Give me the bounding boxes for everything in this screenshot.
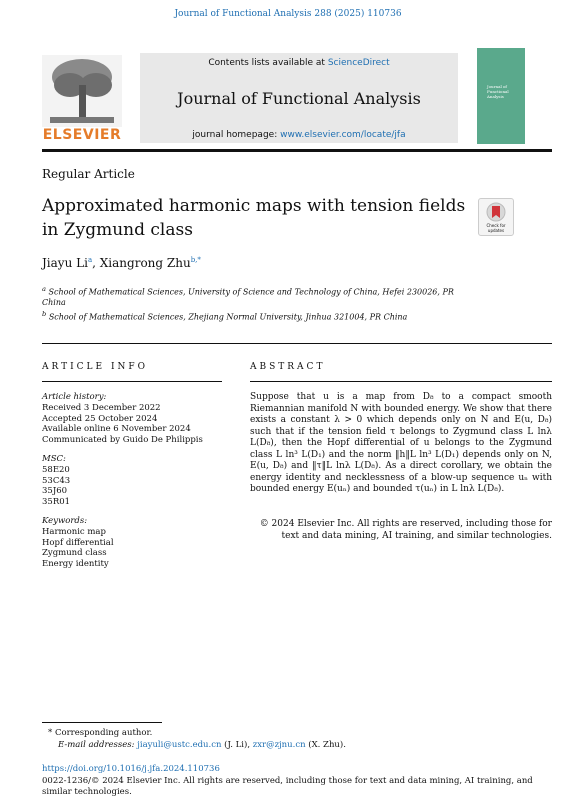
affiliation-text: School of Mathematical Sciences, University of Science and Technology of China, Hefei 230026, PR China (42, 287, 454, 308)
affiliations (42, 284, 472, 323)
author-name[interactable]: Xiangrong Zhu (99, 256, 191, 270)
abstract-copyright: © 2024 Elsevier Inc. All rights are reserved, including those for text and data mining, AI training, and similar technologies. (259, 519, 552, 541)
legal-notice: 0022-1236/© 2024 Elsevier Inc. All rights are reserved, including those for text and data mining, AI training, and similar technologies. (42, 776, 533, 797)
article-info (42, 392, 222, 570)
homepage-prefix: journal homepage: (192, 130, 281, 140)
elsevier-wordmark: ELSEVIER (42, 127, 122, 143)
keyword: Hopf differential (42, 537, 114, 548)
bookmark-icon (479, 201, 513, 223)
elsevier-tree-icon (42, 55, 122, 127)
history-label: Article history: (42, 392, 107, 402)
cover-title: Journal of Functional Analysis (487, 84, 509, 99)
section-rule (42, 343, 552, 344)
email-link[interactable]: zxr@zjnu.cn (252, 740, 306, 750)
contents-line (140, 58, 458, 68)
footnote-rule (42, 722, 162, 723)
article-type: Regular Article (42, 167, 135, 181)
email-owner: (X. Zhu). (305, 740, 346, 750)
contents-prefix: Contents lists available at (208, 58, 328, 68)
elsevier-logo[interactable] (42, 55, 122, 143)
homepage-link[interactable]: www.elsevier.com/locate/jfa (280, 130, 406, 140)
abstract-rule (250, 381, 552, 382)
email-owner: (J. Li), (221, 740, 253, 750)
keyword: Energy identity (42, 559, 109, 570)
header-rule (42, 149, 552, 152)
journal-header (140, 53, 458, 143)
journal-cover[interactable] (477, 48, 525, 144)
msc-code: 35R01 (42, 497, 71, 508)
article-title: Approximated harmonic maps with tension fields in Zygmund class (42, 196, 466, 240)
history-item: Communicated by Guido De Philippis (42, 435, 203, 446)
keyword: Harmonic map (42, 526, 106, 537)
affiliation-item (42, 284, 472, 309)
journal-reference[interactable]: Journal of Functional Analysis 288 (2025) 110736 (174, 9, 402, 19)
msc-code: 35J60 (42, 486, 68, 497)
email-label: E-mail addresses: (58, 740, 135, 750)
author-list: Jiayu Li$^a$, Xiangrong Zhu$^{b,*}$ (42, 256, 201, 270)
affiliation-text: School of Mathematical Sciences, Zhejiang Normal University, Jinhua 321004, PR China (48, 312, 408, 322)
affiliation-sup: a (42, 285, 46, 293)
sciencedirect-link[interactable]: ScienceDirect (327, 58, 390, 68)
journal-title: Journal of Functional Analysis (177, 89, 421, 108)
affiliation-sup: b (42, 309, 47, 318)
keyword: Zygmund class (42, 548, 107, 559)
check-for-updates-button[interactable] (478, 198, 514, 236)
history-item: Accepted 25 October 2024 (42, 413, 158, 424)
abstract-text: Suppose that u is a map from D₈ to a compact smooth Riemannian manifold N with bounded energy. We show that there exists a constant λ > 0 which depends only on N and E(u, D₈) such that if the tension field τ belongs to Zygmund class L lnλ L(D₈), then the Hopf differential of u belongs to the Zygmund class L ln³ L(D₁) and the norm ‖h‖L ln³ L(D₁) depends only on N, E(u, D₈) and ‖τ‖L lnλ L(D₈). As a direct corollary, we obtain the energy identity and necklessness of a blow-up sequence uₙ with bounded energy E(uₙ) and bounded τ(uₙ) in L lnλ L(D₈). (250, 392, 552, 494)
email-link[interactable]: jiayuli@ustc.edu.cn (137, 740, 222, 750)
affiliation-item (42, 309, 472, 323)
homepage-line (140, 130, 458, 140)
corresponding-author-note: * Corresponding author. (48, 728, 153, 738)
history-item: Received 3 December 2022 (42, 402, 161, 413)
author-affil-sup[interactable]: b,* (190, 256, 201, 264)
email-footnote (58, 740, 346, 750)
article-info-rule (42, 381, 222, 382)
history-item: Available online 6 November 2024 (42, 424, 191, 435)
abstract-heading: ABSTRACT (250, 362, 326, 372)
keywords-label: Keywords: (42, 515, 88, 526)
msc-code: 53C43 (42, 475, 71, 486)
msc-label: MSC: (42, 453, 66, 464)
check-for-updates-label: Check for updates (486, 223, 506, 233)
doi-link[interactable]: https://doi.org/10.1016/j.jfa.2024.110736 (42, 764, 220, 774)
author-name[interactable]: Jiayu Li (42, 256, 88, 270)
msc-code: 58E20 (42, 464, 70, 475)
author-affil-sup[interactable]: a (87, 256, 93, 264)
article-info-heading: ARTICLE INFO (42, 362, 149, 372)
